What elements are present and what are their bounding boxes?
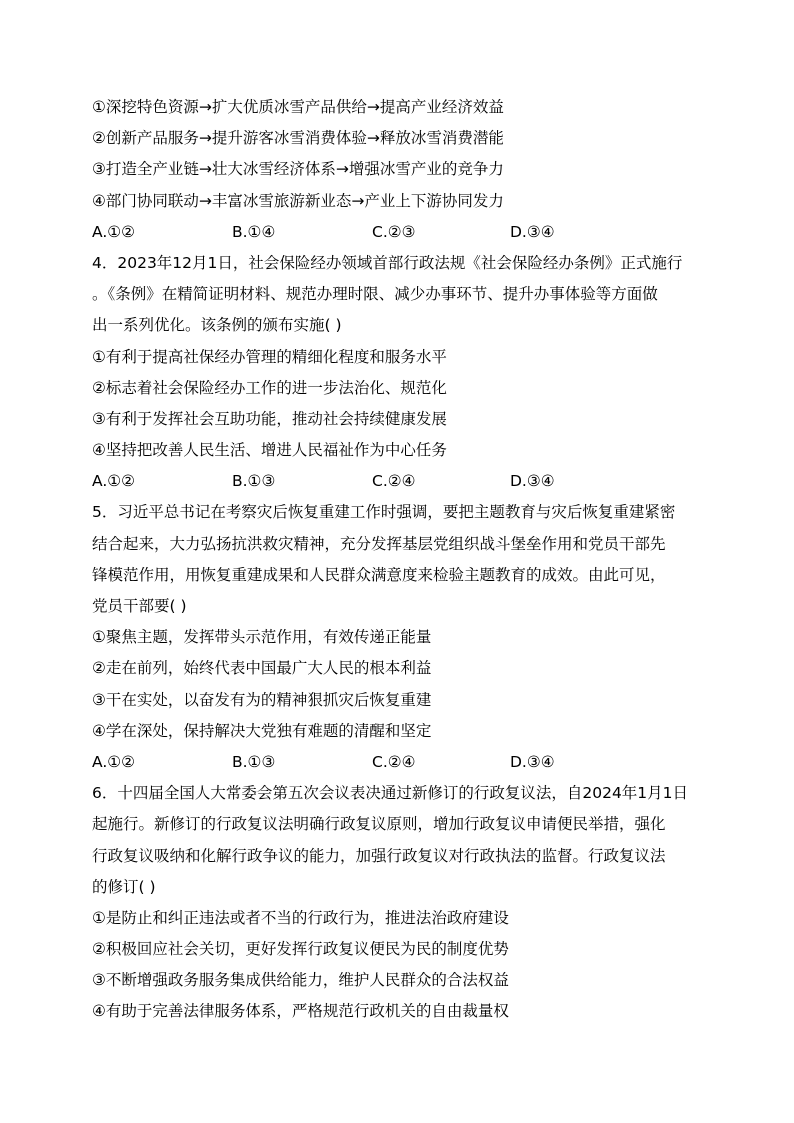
q6-stem-line: 的修订( ) bbox=[92, 877, 156, 896]
q3-choice-b: B.①④ bbox=[232, 222, 276, 241]
q6-stem-line: 行政复议吸纳和化解行政争议的能力，加强行政复议对行政执法的监督。行政复议法 bbox=[92, 846, 666, 865]
q5-stem-line: 锋模范作用，用恢复重建成果和人民群众满意度来检验主题教育的成效。由此可见， bbox=[92, 565, 666, 584]
exam-page bbox=[92, 92, 704, 1028]
q4-choice-d: D.③④ bbox=[510, 472, 555, 491]
q4-option-1: ①有利于提高社保经办管理的精细化程度和服务水平 bbox=[92, 347, 447, 366]
q5-option-3: ③干在实处，以奋发有为的精神狠抓灾后恢复重建 bbox=[92, 690, 432, 709]
q5-option-1: ①聚焦主题，发挥带头示范作用，有效传递正能量 bbox=[92, 628, 432, 647]
q3-choice-a: A.①② bbox=[92, 222, 136, 241]
q4-choice-a: A.①② bbox=[92, 472, 136, 491]
q4-option-4: ④坚持把改善人民生活、增进人民福祉作为中心任务 bbox=[92, 441, 447, 460]
q6-stem-line: 起施行。新修订的行政复议法明确行政复议原则，增加行政复议申请便民举措，强化 bbox=[92, 815, 666, 834]
q5-choice-b: B.①③ bbox=[232, 752, 276, 771]
q3-option-2: ②创新产品服务→提升游客冰雪消费体验→释放冰雪消费潜能 bbox=[92, 129, 504, 148]
q5-stem-line: 结合起来，大力弘扬抗洪救灾精神，充分发挥基层党组织战斗堡垒作用和党员干部先 bbox=[92, 534, 666, 553]
q5-option-4: ④学在深处，保持解决大党独有难题的清醒和坚定 bbox=[92, 721, 432, 740]
q5-choice-a: A.①② bbox=[92, 752, 136, 771]
q6-option-3: ③不断增强政务服务集成供给能力，维护人民群众的合法权益 bbox=[92, 971, 509, 990]
q4-stem-line: 4．2023年12月1日，社会保险经办领域首部行政法规《社会保险经办条例》正式施行 bbox=[92, 253, 683, 272]
q4-option-2: ②标志着社会保险经办工作的进一步法治化、规范化 bbox=[92, 378, 447, 397]
q5-choices bbox=[92, 747, 704, 778]
q3-option-3: ③打造全产业链→壮大冰雪经济体系→增强冰雪产业的竞争力 bbox=[92, 160, 504, 179]
q3-choice-c: C.②③ bbox=[372, 222, 416, 241]
q6-option-2: ②积极回应社会关切，更好发挥行政复议便民为民的制度优势 bbox=[92, 940, 509, 959]
q6-option-1: ①是防止和纠正违法或者不当的行政行为，推进法治政府建设 bbox=[92, 908, 509, 927]
q4-stem-line: 出一系列优化。该条例的颁布实施( ) bbox=[92, 316, 342, 335]
q3-choices bbox=[92, 217, 704, 248]
q5-stem-line: 党员干部要( ) bbox=[92, 597, 187, 615]
q5-choice-c: C.②④ bbox=[372, 752, 416, 771]
q4-choice-b: B.①③ bbox=[232, 472, 276, 491]
q3-option-4: ④部门协同联动→丰富冰雪旅游新业态→产业上下游协同发力 bbox=[92, 191, 504, 210]
q5-option-2: ②走在前列，始终代表中国最广大人民的根本利益 bbox=[92, 659, 432, 678]
q4-choices bbox=[92, 466, 704, 497]
q4-choice-c: C.②④ bbox=[372, 472, 416, 491]
q4-stem-line: 。《条例》在精简证明材料、规范办理时限、减少办事环节、提升办事体验等方面做 bbox=[92, 285, 658, 304]
q3-option-1: ①深挖特色资源→扩大优质冰雪产品供给→提高产业经济效益 bbox=[92, 98, 504, 116]
q4-option-3: ③有利于发挥社会互助功能，推动社会持续健康发展 bbox=[92, 409, 447, 428]
q6-stem-line: 6．十四届全国人大常委会第五次会议表决通过新修订的行政复议法，自2024年1月1日 bbox=[92, 784, 689, 803]
q5-choice-d: D.③④ bbox=[510, 752, 555, 771]
q5-stem-line: 5．习近平总书记在考察灾后恢复重建工作时强调，要把主题教育与灾后恢复重建紧密 bbox=[92, 503, 676, 522]
q3-choice-d: D.③④ bbox=[510, 222, 555, 241]
q6-option-4: ④有助于完善法律服务体系，严格规范行政机关的自由裁量权 bbox=[92, 1002, 509, 1021]
